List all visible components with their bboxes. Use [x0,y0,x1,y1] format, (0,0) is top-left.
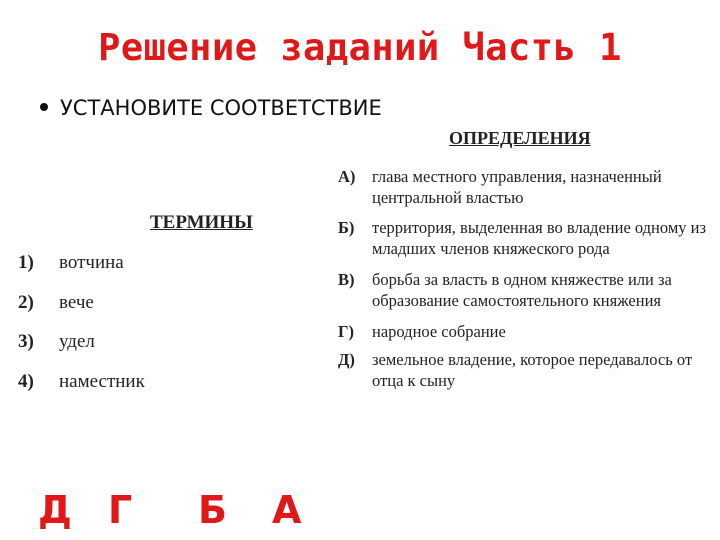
term-item [18,331,145,371]
instruction-text: УСТАНОВИТЕ СООТВЕТСТВИЕ [60,96,382,120]
definition-text: народное собрание [372,322,506,341]
definition-text: земельное владение, которое передавалось от отца к сыну [372,350,693,390]
answer-letter: Г [108,488,133,532]
term-item [18,292,145,332]
definition-text: глава местного управления, назначенный центральной властью [372,167,662,207]
term-item [18,371,145,411]
answer-letter: А [272,488,302,532]
term-text: удел [59,331,95,352]
term-item [18,252,145,292]
definitions-list [338,166,718,391]
definition-letter: Б) [338,218,355,237]
term-number: 3) [18,331,34,352]
definition-item [338,166,718,208]
definition-letter: Д) [338,350,355,369]
term-text: вече [59,291,94,313]
definitions-header: ОПРЕДЕЛЕНИЯ [449,128,591,148]
definition-text: территория, выделенная во владение одному из младших членов княжеского рода [372,218,706,258]
term-number: 1) [18,252,34,273]
definition-item [338,269,718,311]
definition-letter: А) [338,167,356,186]
term-number: 4) [18,370,34,392]
term-text: вотчина [59,252,124,273]
slide-title: Решение заданий Часть 1 [98,26,622,69]
definition-item [338,349,718,391]
terms-header: ТЕРМИНЫ [150,212,253,233]
instruction-line [40,96,382,120]
definition-item [338,321,718,342]
definition-letter: В) [338,270,355,289]
term-number: 2) [18,291,34,313]
definition-item [338,217,718,259]
definition-letter: Г) [338,322,354,341]
definition-text: борьба за власть в одном княжестве или за образование самостоятельного княжения [372,270,672,310]
bullet-icon [40,103,48,111]
answer-letter: Д [38,488,72,532]
terms-list [18,252,145,410]
term-text: наместник [59,370,145,392]
answer-letter: Б [198,488,227,532]
